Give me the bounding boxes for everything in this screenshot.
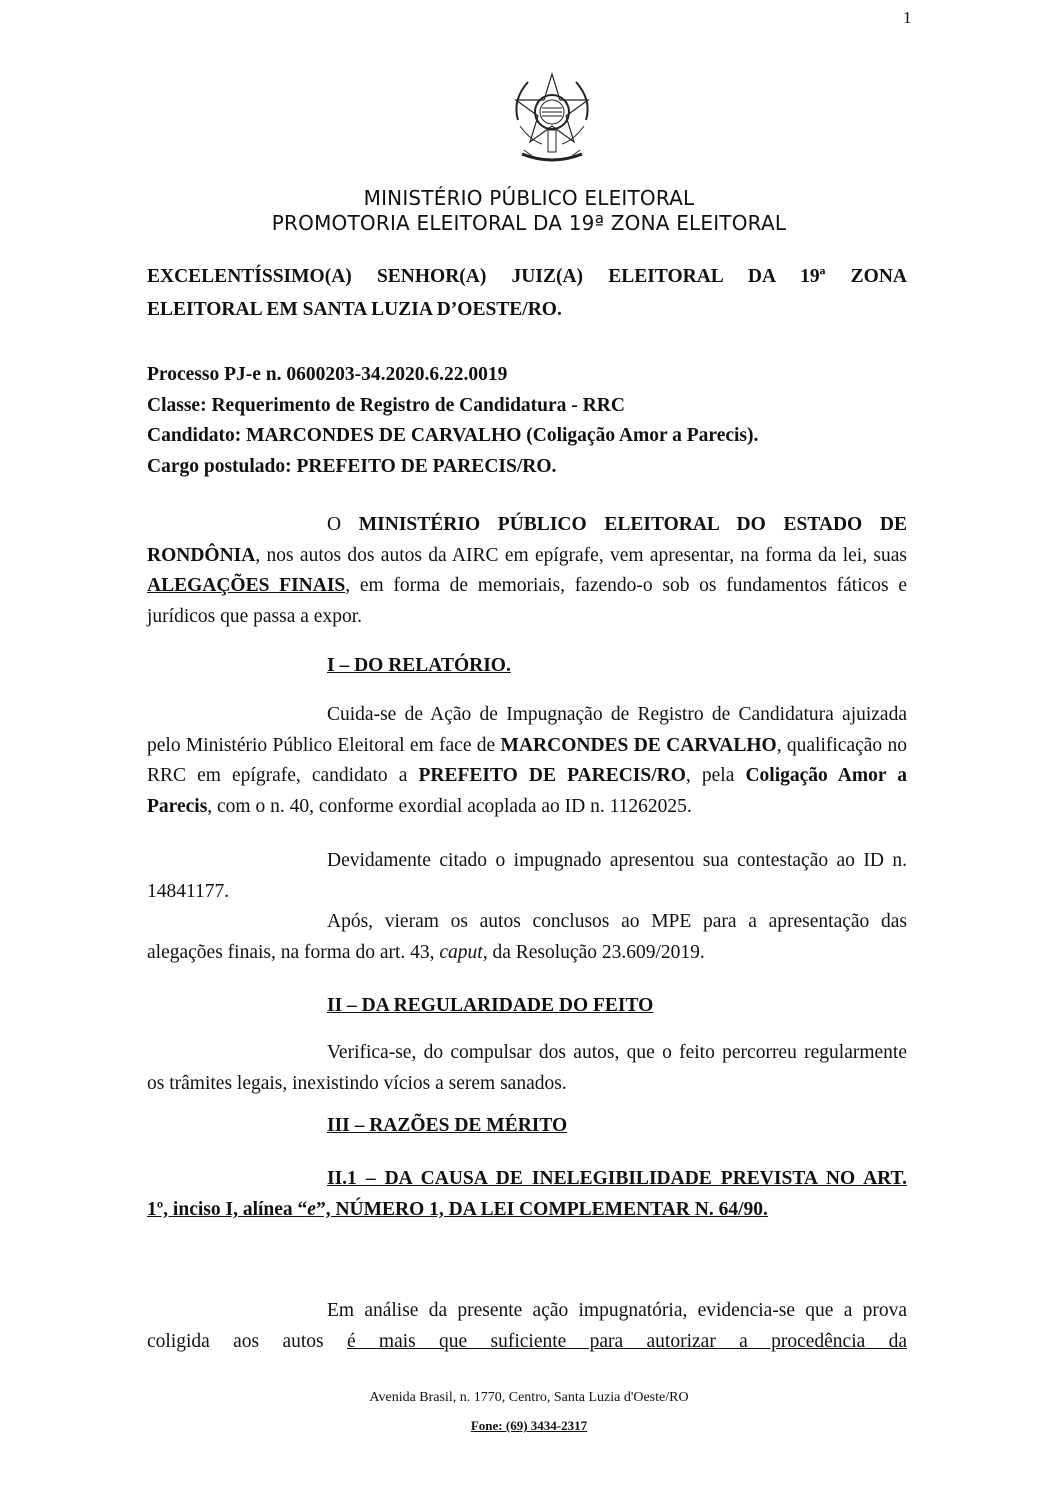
intro-text: , nos autos dos autos da AIRC em epígrafe, vem apresentar, na forma da lei, suas <box>255 544 907 566</box>
section-3-subheading <box>147 1163 907 1225</box>
intro-text: , em forma de memoriais, fazendo-o sob os fundamentos fáticos e jurídicos que passa a expor. <box>147 575 908 627</box>
paragraph-text: , pela <box>685 765 746 786</box>
subheading-line-1: II.1 – DA CAUSA DE INELEGIBILIDADE PREVISTA NO ART. <box>327 1168 907 1189</box>
paragraph-bold: Coligação Amor a Parecis <box>147 765 907 817</box>
case-class: Classe: Requerimento de Registro de Candidatura - RRC <box>147 394 625 416</box>
institution-name: MINISTÉRIO PÚBLICO ELEITORAL <box>363 186 695 210</box>
section-3-heading: III – RAZÕES DE MÉRITO <box>327 1115 568 1136</box>
paragraph-text: , da Resolução 23.609/2019. <box>482 941 705 963</box>
case-info <box>147 360 907 482</box>
paragraph-italic: caput <box>439 941 483 963</box>
subheading-italic: e <box>307 1199 316 1220</box>
paragraph-underlined: é mais que suficiente para autorizar a procedência da <box>346 1331 908 1352</box>
intro-emphasis: ALEGAÇÕES FINAIS <box>147 575 346 596</box>
paragraph-text: , com o n. 40, conforme exordial acoplada ao ID n. 11262025. <box>207 795 692 817</box>
coat-of-arms-icon <box>508 70 596 170</box>
subheading-line-2 <box>147 1194 907 1225</box>
section-3-paragraph <box>147 1295 907 1357</box>
footer-address: Avenida Brasil, n. 1770, Centro, Santa Luzia d'Oeste/RO <box>369 1390 689 1405</box>
section-1-paragraph-3 <box>147 907 907 968</box>
candidate: Candidato: MARCONDES DE CARVALHO (Coligação Amor a Parecis). <box>147 425 759 446</box>
footer-phone: Fone: (69) 3434-2317 <box>470 1418 588 1433</box>
paragraph-text: Após, vieram os autos conclusos ao MPE para a apresentação das alegações finais, na forma do art. 43, <box>147 911 907 963</box>
section-1-heading: I – DO RELATÓRIO. <box>327 655 511 676</box>
paragraph-bold: PREFEITO DE PARECIS/RO <box>418 765 686 786</box>
section-1-paragraph-2: Devidamente citado o impugnado apresentou sua contestação ao ID n. 14841177. <box>147 850 907 902</box>
addressee <box>147 260 907 326</box>
process-number: Processo PJ-e n. 0600203-34.2020.6.22.0019 <box>147 364 508 385</box>
section-2-heading: II – DA REGULARIDADE DO FEITO <box>327 995 654 1016</box>
office-name: PROMOTORIA ELEITORAL DA 19ª ZONA ELEITORAL <box>271 211 787 235</box>
paragraph-text: Cuida-se de Ação de Impugnação de Registro de Candidatura ajuizada pelo Ministério Público Eleitoral em face de <box>147 704 907 756</box>
intro-bold: MINISTÉRIO PÚBLICO ELEITORAL DO ESTADO DE RONDÔNIA <box>147 514 907 566</box>
paragraph-bold: MARCONDES DE CARVALHO <box>500 734 777 756</box>
position-sought: Cargo postulado: PREFEITO DE PARECIS/RO. <box>147 455 557 477</box>
section-2-paragraph: Verifica-se, do compulsar dos autos, que o feito percorreu regularmente os trâmites legais, inexistindo vícios a serem sanados. <box>147 1042 907 1094</box>
paragraph-text: Em análise da presente ação impugnatória, evidencia-se que a prova coligida aos autos <box>147 1300 907 1352</box>
intro-paragraph <box>147 510 907 632</box>
section-1-paragraph-1 <box>147 700 907 822</box>
paragraph-text: , qualificação no RRC em epígrafe, candidato a <box>147 734 907 786</box>
page-number: 1 <box>903 8 912 27</box>
subheading-text: ”, NÚMERO 1, DA LEI COMPLEMENTAR N. 64/90. <box>315 1199 768 1220</box>
intro-text: O <box>327 514 359 535</box>
addressee-line-1: EXCELENTÍSSIMO(A) SENHOR(A) JUIZ(A) ELEITORAL DA 19ª ZONA <box>147 266 907 287</box>
addressee-line-2: ELEITORAL EM SANTA LUZIA D’OESTE/RO. <box>147 299 562 320</box>
subheading-text: 1º, inciso I, alínea “ <box>147 1199 308 1220</box>
